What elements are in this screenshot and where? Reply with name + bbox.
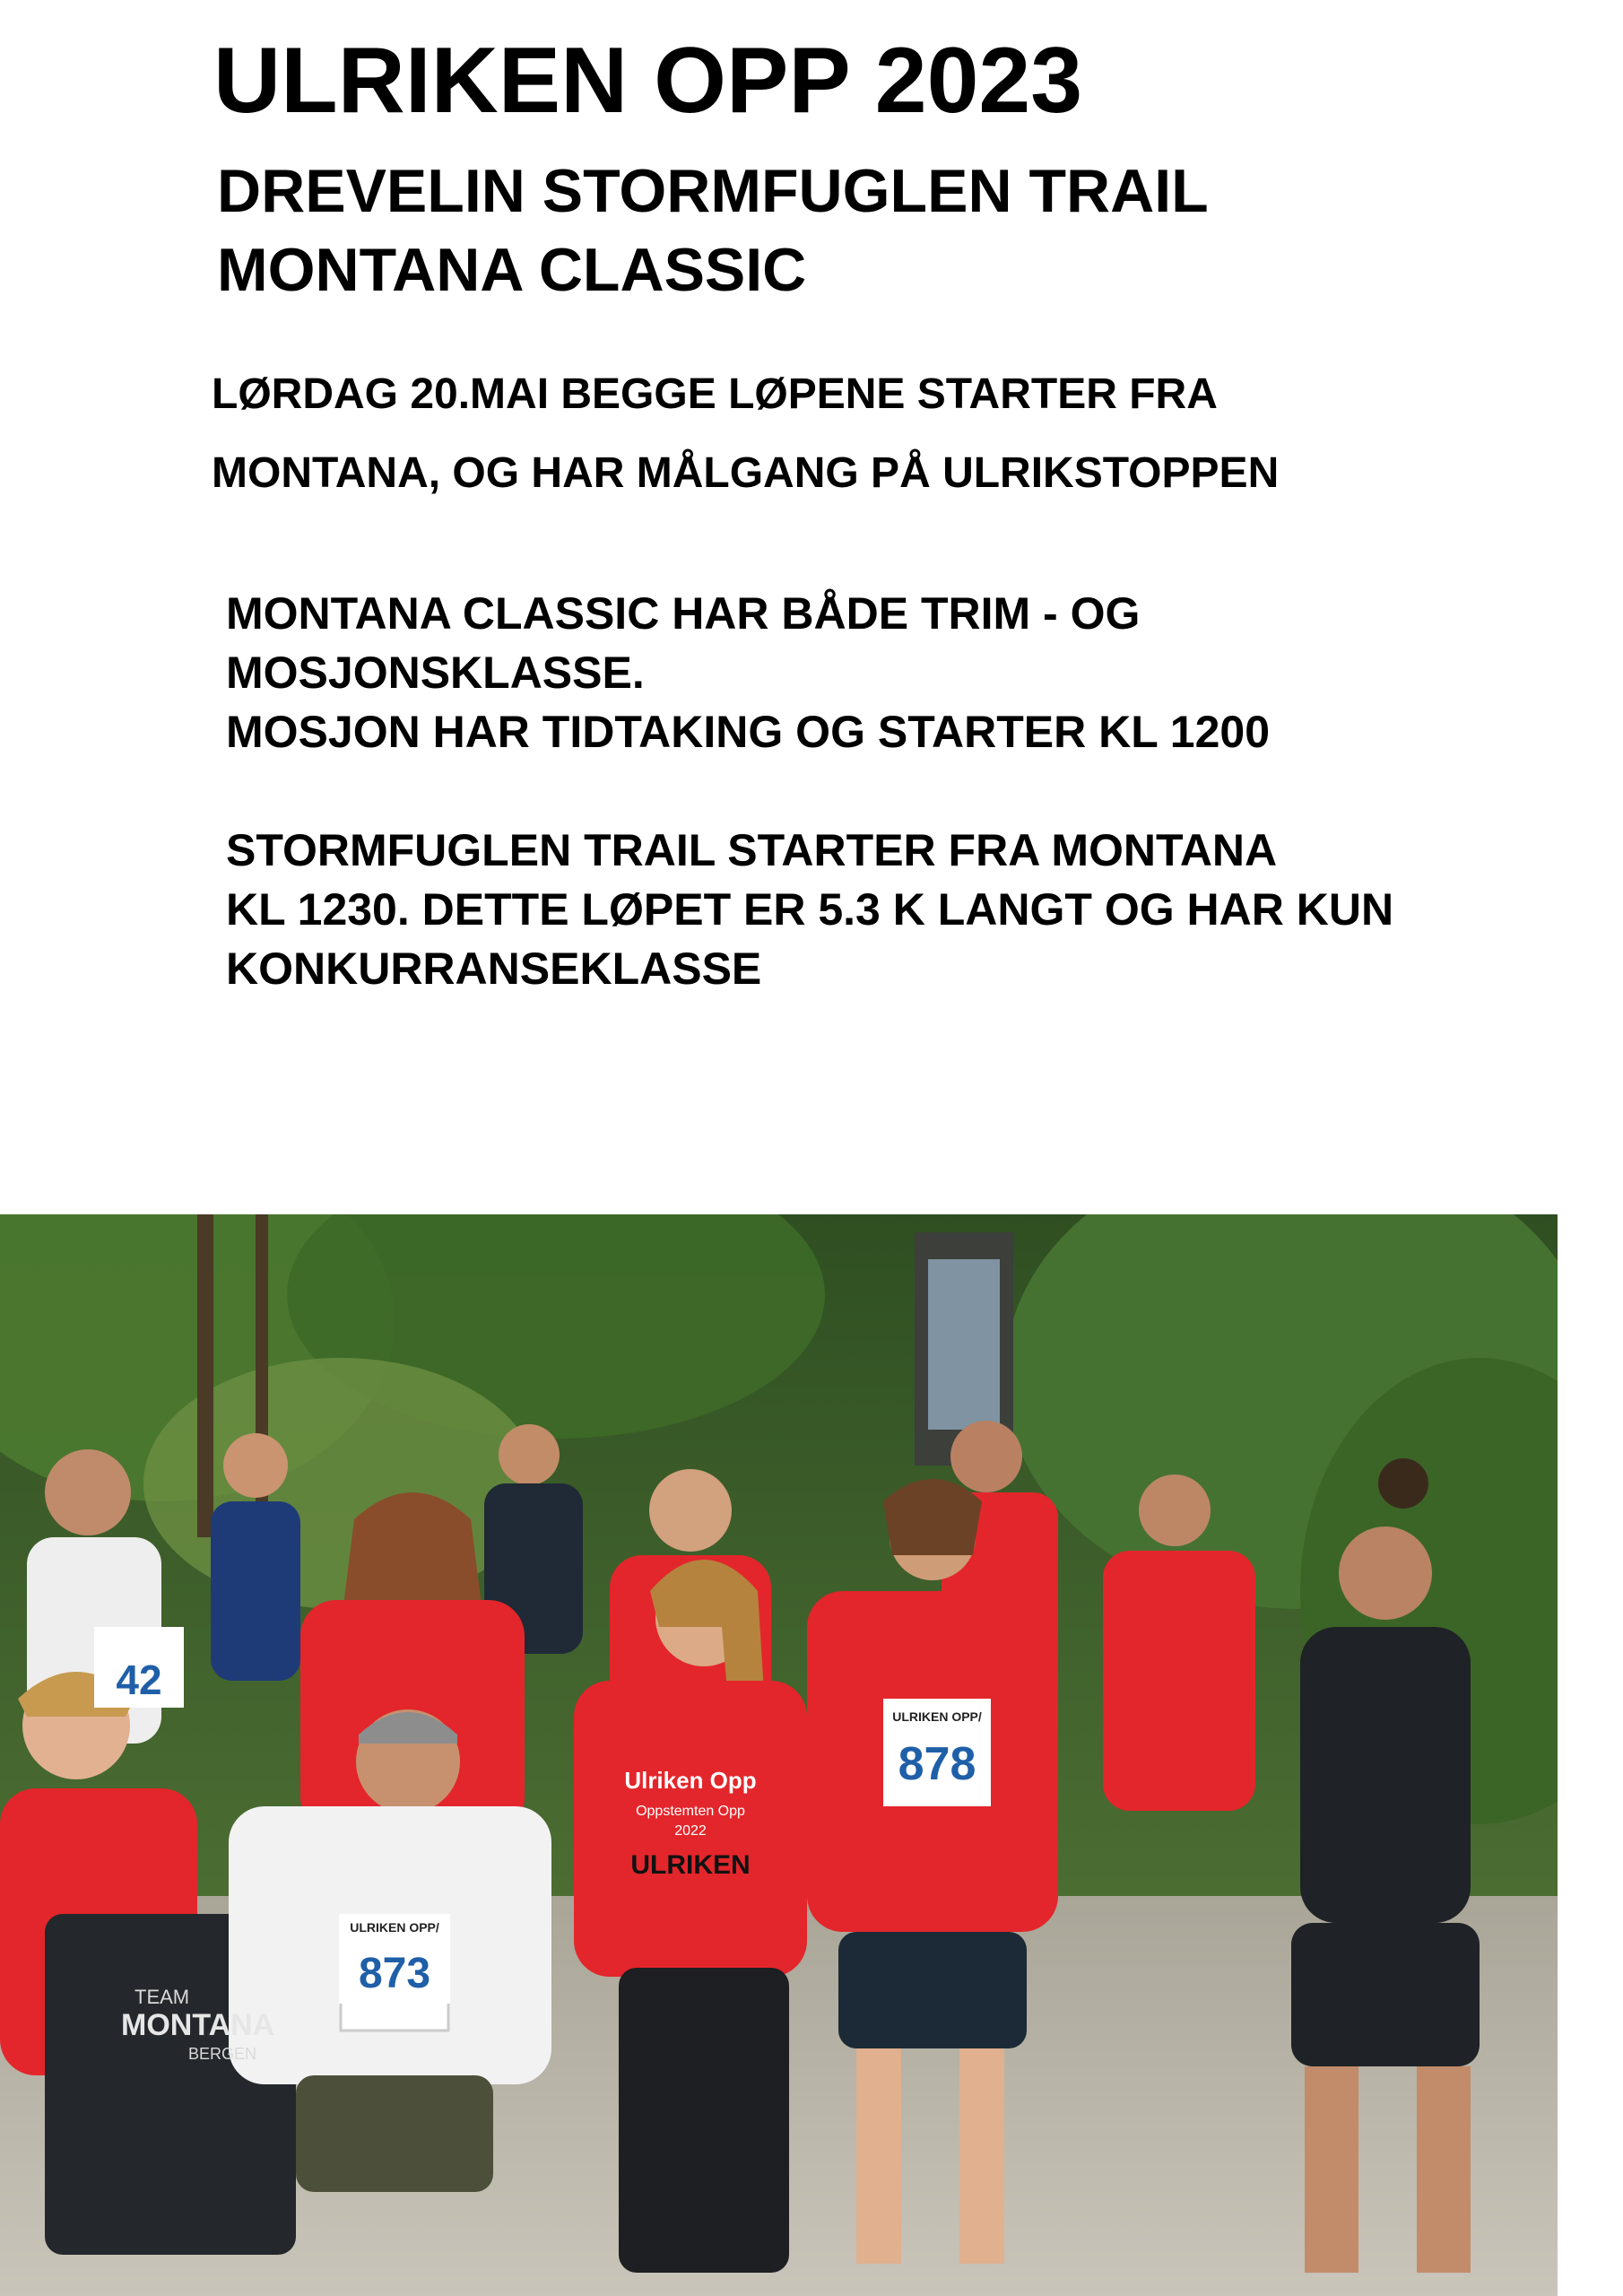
- bib-42: [94, 1627, 184, 1708]
- subtitle-line-1: DREVELIN STORMFUGLEN TRAIL: [217, 157, 1209, 225]
- svg-text:ULRIKEN OPP/: ULRIKEN OPP/: [350, 1920, 439, 1935]
- body-line-4: STORMFUGLEN TRAIL STARTER FRA MONTANA: [226, 825, 1278, 875]
- jersey-subtext: Oppstemten Opp: [636, 1804, 745, 1819]
- runners-photo: [0, 1214, 1558, 2296]
- page-title: ULRIKEN OPP 2023: [213, 29, 1083, 133]
- body-line-1: MONTANA CLASSIC HAR BÅDE TRIM - OG: [226, 588, 1141, 639]
- svg-text:MONTANA: MONTANA: [121, 2008, 275, 2042]
- svg-text:873: 873: [358, 1950, 431, 1997]
- svg-text:ULRIKEN OPP/: ULRIKEN OPP/: [892, 1709, 982, 1724]
- body-line-6: KONKURRANSEKLASSE: [226, 944, 762, 994]
- svg-text:878: 878: [898, 1738, 976, 1790]
- runner-back-2: [211, 1433, 300, 1681]
- info-line-1: LØRDAG 20.MAI BEGGE LØPENE STARTER FRA: [212, 370, 1218, 418]
- jersey-year: 2022: [674, 1823, 707, 1839]
- body-line-3: MOSJON HAR TIDTAKING OG STARTER KL 1200: [226, 707, 1271, 757]
- svg-text:42: 42: [116, 1657, 162, 1703]
- body-line-5: KL 1230. DETTE LØPET ER 5.3 K LANGT OG HAR KUN: [226, 884, 1394, 935]
- bib-873: [339, 1914, 450, 2004]
- body-line-2: MOSJONSKLASSE.: [226, 648, 645, 698]
- jersey-brand: ULRIKEN: [630, 1850, 751, 1880]
- svg-text:TEAM: TEAM: [135, 1986, 190, 2008]
- subtitle-line-2: MONTANA CLASSIC: [217, 236, 807, 304]
- jersey-text: Ulriken Opp: [624, 1767, 757, 1794]
- bib-878: [883, 1699, 991, 1806]
- info-line-2: MONTANA, OG HAR MÅLGANG PÅ ULRIKSTOPPEN: [212, 449, 1280, 497]
- svg-text:BERGEN: BERGEN: [188, 2045, 257, 2063]
